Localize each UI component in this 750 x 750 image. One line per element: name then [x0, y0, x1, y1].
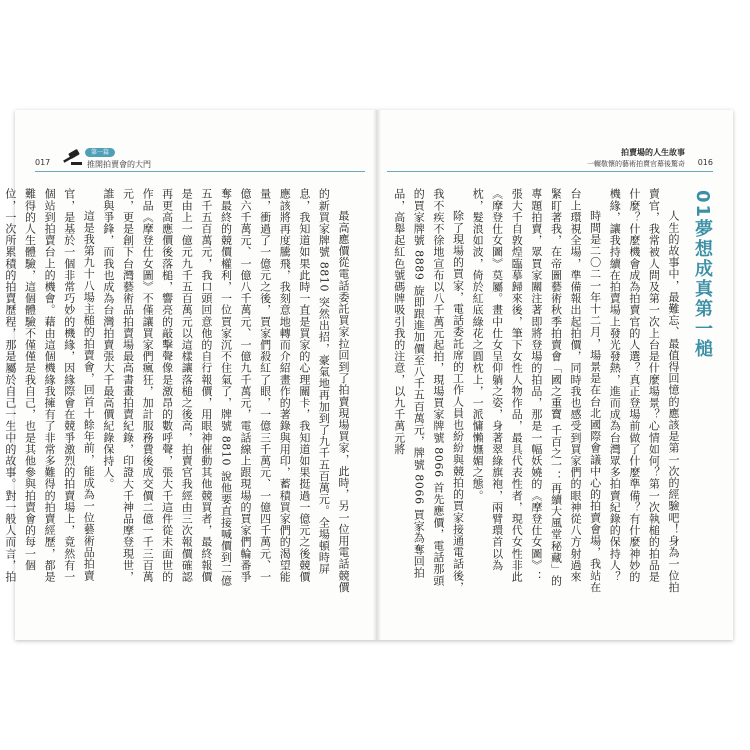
gavel-icon: [61, 150, 83, 166]
body-paragraph: 時間是二〇二一年十二月，場景是在台北國際會議中心的拍賣會場，我站在台上環視全場，準備報出起拍價，同時我也感受到買家們的眼神從八方射過來緊盯著我，在帝圖藝術秋季拍賣會「國之重寶 千百之一：再續大風堂秘藏」的專題拍賣，眾買家關注著即將登場的拍品，那是一幅妖嬈的《摩登仕女圖》：張大千自敦煌臨摹歸來後，筆下女性人物作品，最具代表性者，現代女性非此《摩登仕女圖》莫屬。畫中仕女呈仰躺之姿，身著翠綠旗袍，兩臂環首以為枕，髮浪如波，倚於紅底綠花之圓枕上，一派慵懶嫵媚之態。: [471, 188, 602, 593]
book-spread: [3, 110, 733, 640]
right-page: [377, 110, 733, 640]
body-paragraph: 最高應價從電話委託買家拉回到了拍賣現場買家，此時，另一位用電話競價的新買家牌號 8810 突然出招，豪氣地再加到了九千五百萬元。全場頓時屏息，我知道如果此時一直是買家的心理關卡，我知道如果挺過一億元之後競價應該將再度騰飛，我刻意地轉而介紹畫作的著錄與用印，蓄積買家們的渴望能量，衝過了一億元之後，買家們殺紅了眼，一億三千萬元、一億四千萬元、一億六千萬元、一億八千萬元、一億九千萬元，電話線上跟現場的買家們輪番爭奪最終的競價權利，一位買家沉不住氣了，牌號 8810 說他要直接喊價到二億五千五百萬元，我口頭回意他的自行報價，用眼神催動其他競買者，最終報價是由上一億元九千五百萬元以這樣讓落槌之後高，拍賣官我經由三次報價確認再更高應價後落槌，響亮的敲擊聲像是激昂的數呼聲，張大千這件從未面世的作品《摩登仕女圖》不僅讓買家們瘋狂，加計服務費後成交價二億一千三百萬元，更是創下台灣藝術品拍賣場最高書畫拍賣紀錄，印證大千神品摩登現世，誰與爭鋒，而我也成為台灣拍賣張大千最高價紀錄保持人。: [101, 188, 350, 593]
page-number-right: 016: [697, 158, 713, 167]
body-paragraph: 人生的故事中，最難忘、最值得回憶的應該是第一次的經驗吧！身為一位拍賣官，我常被人問及第一次上台是什麼場景？心情如何？第一次執槌的拍品是什麼？什麼機會成為拍賣官的人選？真正登場前做了什麼準備？有什麼神妙的機緣，讓我持續在拍賣場上發光發熱，進而成為台灣眾多拍賣紀錄的保持人？: [608, 188, 680, 593]
left-page: [3, 110, 375, 640]
section-badge: 第一篇: [85, 148, 115, 157]
section-title: 推開拍賣會的大門: [87, 160, 151, 169]
page-number-left: 017: [35, 158, 51, 167]
body-paragraph: 除了現場的買家，電話委託席的工作人員也紛紛與競拍的買家接通電話後，我不疾不徐地宣布以八千萬元起拍，現場買家牌號 8066 首先應價，電話那頭的買家牌號 8889 旋即跟進加價至八千五百萬元，牌號 8066 買家為奪回拍品，高舉起紅色號碼牌吸引我的注意，以九千萬元將: [392, 188, 465, 593]
left-page-body: [3, 188, 353, 593]
running-subtitle: 一輾敬懷的藝術拍賣官幕後驚奇: [587, 160, 685, 168]
chapter-title: [689, 190, 715, 359]
running-title: 拍賣場的人生故事: [621, 148, 685, 157]
chapter-number: 01: [692, 190, 713, 220]
chapter-title-text: 夢想成真第一槌: [692, 219, 713, 360]
body-paragraph: 這是我第九十八場主槌的拍賣會，回首十餘年前，能成為一位藝術品拍賣官，是基於一個非常巧妙的機緣，因緣際會在競爭激烈的拍賣場上，竟然有一個站到拍賣台上的機會。藉由這個機緣我擁有了非常多難得的拍賣經歷，都是難得的人生體驗，這個體驗不僅僅是我自己，也是其他參與拍賣會的每一個位，一次所累積的拍賣歷程，那是屬於自己一生中的故事。對一般人而言，拍: [3, 188, 96, 583]
header-rule: [387, 171, 713, 172]
right-page-header: [387, 136, 713, 176]
header-rule: [35, 171, 365, 172]
right-page-body: [392, 188, 683, 593]
left-page-header: [35, 136, 355, 176]
